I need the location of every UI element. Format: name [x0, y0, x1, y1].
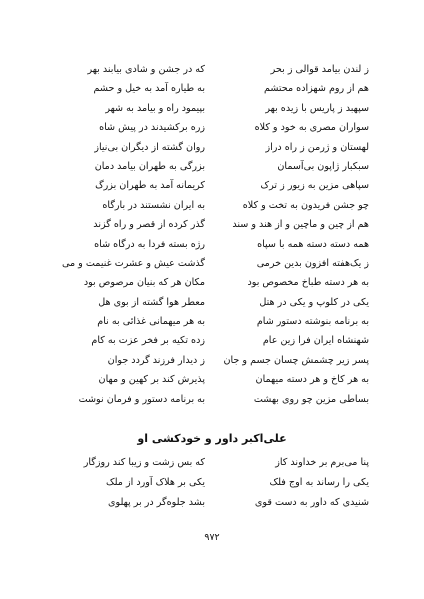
couplet-row [55, 254, 369, 273]
first-hemistich: لهستان و ژرمن ز راه دراز [265, 141, 369, 153]
first-hemistich: به هر دسته طباخ مخصوص بود [247, 277, 369, 289]
first-hemistich: هم از روم شهزاده محتشم [263, 83, 369, 95]
couplet-row [55, 60, 369, 79]
first-hemistich: سپهبد ز پاریس با زیده بهر [265, 102, 369, 114]
couplet-row [55, 118, 369, 137]
second-hemistich: به ایران نشستند در بارگاه [102, 199, 205, 211]
couplet-row [55, 390, 369, 409]
second-hemistich: که در جشن و شادی بیابند بهر [87, 64, 205, 75]
second-hemistich: به برنامه دستور و فرمان نوشت [78, 393, 205, 405]
second-hemistich: زده تکیه بر فخر عزت به کام [91, 335, 205, 347]
first-hemistich: یکی را رساند به اوج فلک [269, 477, 369, 488]
second-hemistich: به طیاره آمد به خیل و حشم [93, 83, 205, 95]
couplet-row [55, 453, 369, 473]
second-hemistich: معطر هوا گشته از بوی هل [98, 296, 205, 308]
poem-main-couplets [55, 60, 369, 409]
couplet-row [55, 196, 369, 215]
first-hemistich: شهنشاه ایران فرا زین عام [262, 335, 369, 347]
second-hemistich: کریمانه آمد به طهران بزرگ [95, 180, 205, 192]
couplet-row [55, 235, 369, 254]
couplet-row [55, 473, 369, 493]
section-title: علی‌اکبر داور و خودکشی او [137, 432, 287, 445]
first-hemistich: پنا می‌برم بر خداوند کاز [275, 457, 369, 468]
page-number: ۹۷۲ [204, 532, 220, 543]
couplet-row [55, 176, 369, 195]
first-hemistich: به برنامه بنوشته دستور شام [256, 316, 369, 328]
couplet-row [55, 370, 369, 389]
first-hemistich: سپاهی مزین به زیور ز ترک [260, 180, 369, 192]
couplet-row [55, 138, 369, 157]
couplet-row [55, 273, 369, 292]
second-hemistich: که بس زشت و زیبا کند روزگار [83, 457, 205, 468]
second-hemistich: ز دیدار فرزند گردد جوان [107, 354, 205, 366]
couplet-row [55, 215, 369, 234]
second-hemistich: روان گشته از دیگران بی‌نیاز [94, 141, 205, 153]
second-hemistich: گذشت عیش و عشرت غنیمت و می [62, 257, 205, 269]
first-hemistich: ز یک‌هفته افزون بدین خرمی [256, 257, 369, 269]
first-hemistich: یکی در کلوپ و یکی در هتل [259, 296, 369, 308]
first-hemistich: سبکبار ژاپون بی‌آسمان [277, 160, 369, 172]
second-hemistich: بشد جلوه‌گر در بر پهلوی [107, 497, 205, 508]
couplet-row [55, 79, 369, 98]
second-hemistich: زره برکشیدند در پیش شاه [99, 122, 205, 134]
poem-second-couplets [55, 453, 369, 513]
first-hemistich: شنیدی که داور به دست قوی [254, 497, 369, 508]
couplet-row [55, 331, 369, 350]
first-hemistich: چو جشن فریدون به تخت و کلاه [242, 199, 369, 211]
couplet-row [55, 99, 369, 118]
second-hemistich: بپیمود راه و بیامد به شهر [105, 102, 205, 114]
second-hemistich: بزرگی به طهران بیامد دمان [94, 160, 205, 172]
couplet-row [55, 293, 369, 312]
second-hemistich: مکان هر که بنیان مرصوص بود [83, 277, 205, 289]
couplet-row [55, 312, 369, 331]
first-hemistich: همه دسته دسته همه با سپاه [257, 238, 369, 250]
first-hemistich: به هر کاخ و هر دسته میهمان [255, 374, 369, 386]
first-hemistich: ز لندن بیامد قوالی ز بحر [270, 64, 369, 75]
second-hemistich: رژه بسته فردا به درگاه شاه [94, 238, 205, 250]
couplet-row [55, 157, 369, 176]
second-hemistich: گذر کرده از قصر و راه گزند [93, 219, 205, 231]
couplet-row [55, 351, 369, 370]
first-hemistich: بساطی مزین چو روی بهشت [253, 393, 369, 405]
second-hemistich: یکی بر هلاک آورد از ملک [106, 477, 205, 488]
second-hemistich: به هر میهمانی غذائی به نام [97, 316, 205, 328]
couplet-row [55, 493, 369, 513]
first-hemistich: پسر زیر چشمش چسان جسم و جان [223, 354, 369, 366]
second-hemistich: پذیرش کند بر کهین و مهان [98, 374, 205, 386]
first-hemistich: هم از چین و ماچین و از هند و سند [232, 219, 369, 231]
first-hemistich: سواران مصری به خود و کلاه [254, 122, 369, 134]
